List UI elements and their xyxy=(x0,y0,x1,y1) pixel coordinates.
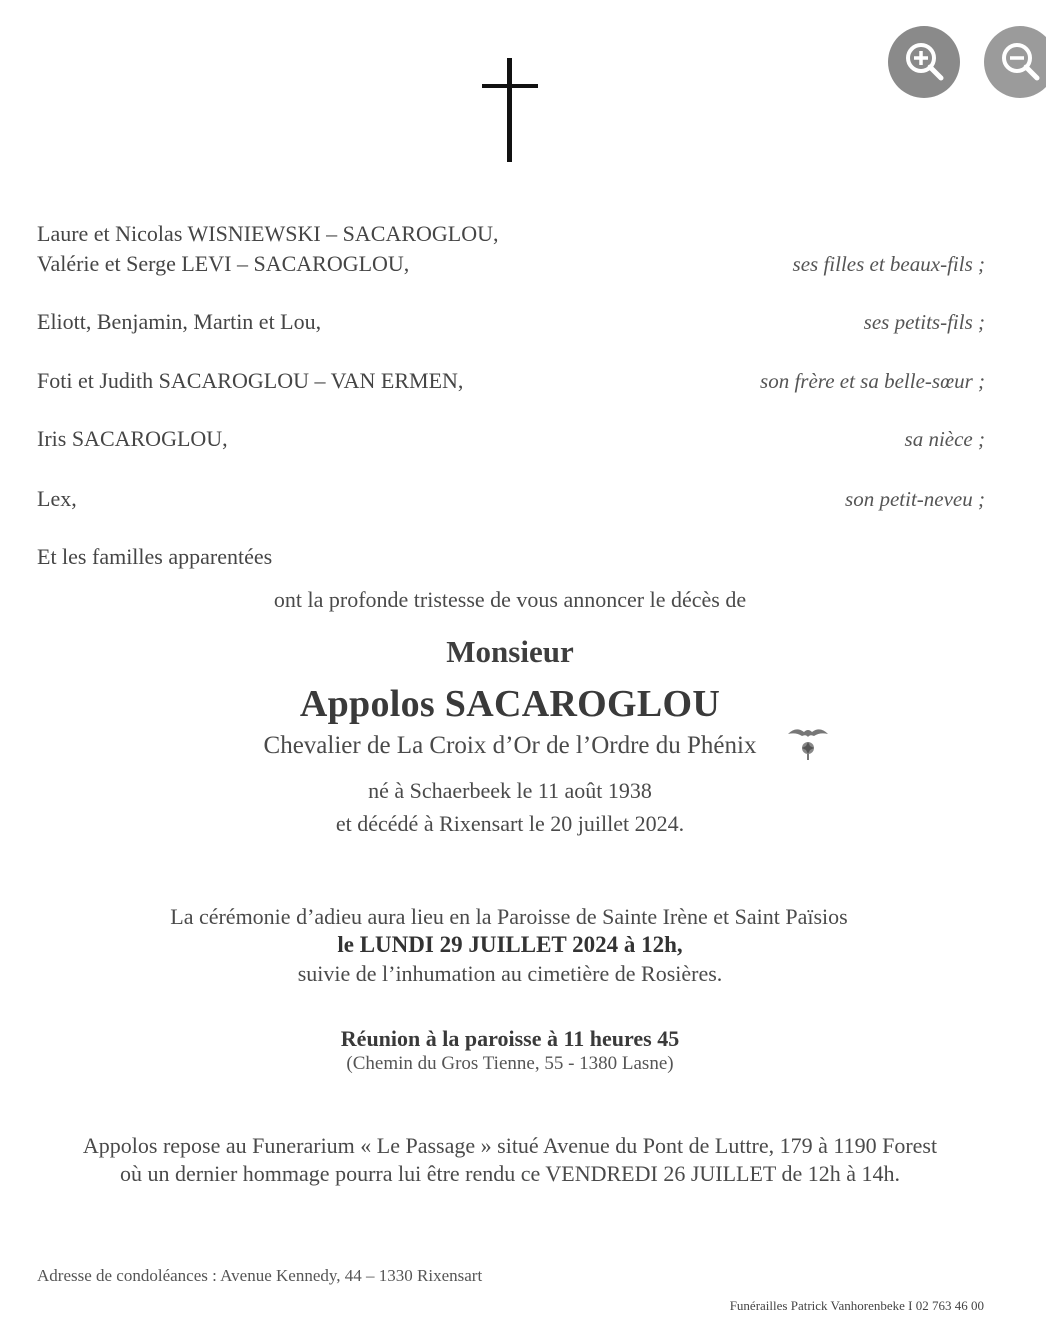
deceased-title: Monsieur xyxy=(446,634,574,669)
announcement: ont la profonde tristesse de vous annoncer le décès de xyxy=(273,587,747,612)
family-names: Et les familles apparentées xyxy=(37,544,273,569)
family-names: Valérie et Serge LEVI – SACAROGLOU, xyxy=(37,251,410,276)
family-row xyxy=(37,250,985,278)
family-row xyxy=(37,367,985,395)
family-row xyxy=(37,485,985,513)
family-relation: sa nièce ; xyxy=(904,427,985,451)
ceremony-date: le LUNDI 29 JUILLET 2024 à 12h, xyxy=(337,932,683,957)
repose-info: Appolos repose au Funerarium « Le Passage » situé Avenue du Pont de Luttre, 179 à 1190 Forest xyxy=(82,1133,938,1158)
zoom-out-icon xyxy=(984,26,1046,98)
family-row xyxy=(37,220,985,248)
ceremony-burial: suivie de l’inhumation au cimetière de Rosières. xyxy=(297,961,723,986)
family-row xyxy=(37,543,985,571)
reunion-address: (Chemin du Gros Tienne, 55 - 1380 Lasne) xyxy=(346,1053,674,1074)
zoom-in-button[interactable] xyxy=(888,26,960,98)
family-names: Eliott, Benjamin, Martin et Lou, xyxy=(37,309,322,334)
deceased-name: Appolos SACAROGLOU xyxy=(299,683,721,725)
death-info: et décédé à Rixensart le 20 juillet 2024. xyxy=(335,811,685,836)
family-row xyxy=(37,425,985,453)
birth-info: né à Schaerbeek le 11 août 1938 xyxy=(368,778,652,803)
funeral-home-credit: Funérailles Patrick Vanhorenbeke I 02 763 46 00 xyxy=(729,1298,984,1313)
zoom-in-icon xyxy=(888,26,960,98)
ceremony-location: La cérémonie d’adieu aura lieu en la Paroisse de Sainte Irène et Saint Païsios xyxy=(170,904,848,929)
family-names: Iris SACAROGLOU, xyxy=(37,426,228,451)
cross-icon xyxy=(480,58,540,162)
zoom-out-button[interactable] xyxy=(984,26,1046,98)
family-relation: ses filles et beaux-fils ; xyxy=(792,252,985,276)
condolence-address: Adresse de condoléances : Avenue Kennedy, 44 – 1330 Rixensart xyxy=(37,1266,483,1285)
family-names: Laure et Nicolas WISNIEWSKI – SACAROGLOU, xyxy=(37,221,499,246)
family-names: Lex, xyxy=(37,486,77,511)
reunion-title: Réunion à la paroisse à 11 heures 45 xyxy=(340,1026,680,1051)
family-names: Foti et Judith SACAROGLOU – VAN ERMEN, xyxy=(37,368,464,393)
family-relation: son petit-neveu ; xyxy=(845,487,985,511)
phoenix-emblem-icon xyxy=(784,724,832,764)
tribute-info: où un dernier hommage pourra lui être rendu ce VENDREDI 26 JUILLET de 12h à 14h. xyxy=(120,1161,900,1186)
family-row xyxy=(37,308,985,336)
deceased-honor: Chevalier de La Croix d’Or de l’Ordre du Phénix xyxy=(263,732,757,759)
family-relation: ses petits-fils ; xyxy=(863,310,985,334)
family-relation: son frère et sa belle-sœur ; xyxy=(760,369,985,393)
